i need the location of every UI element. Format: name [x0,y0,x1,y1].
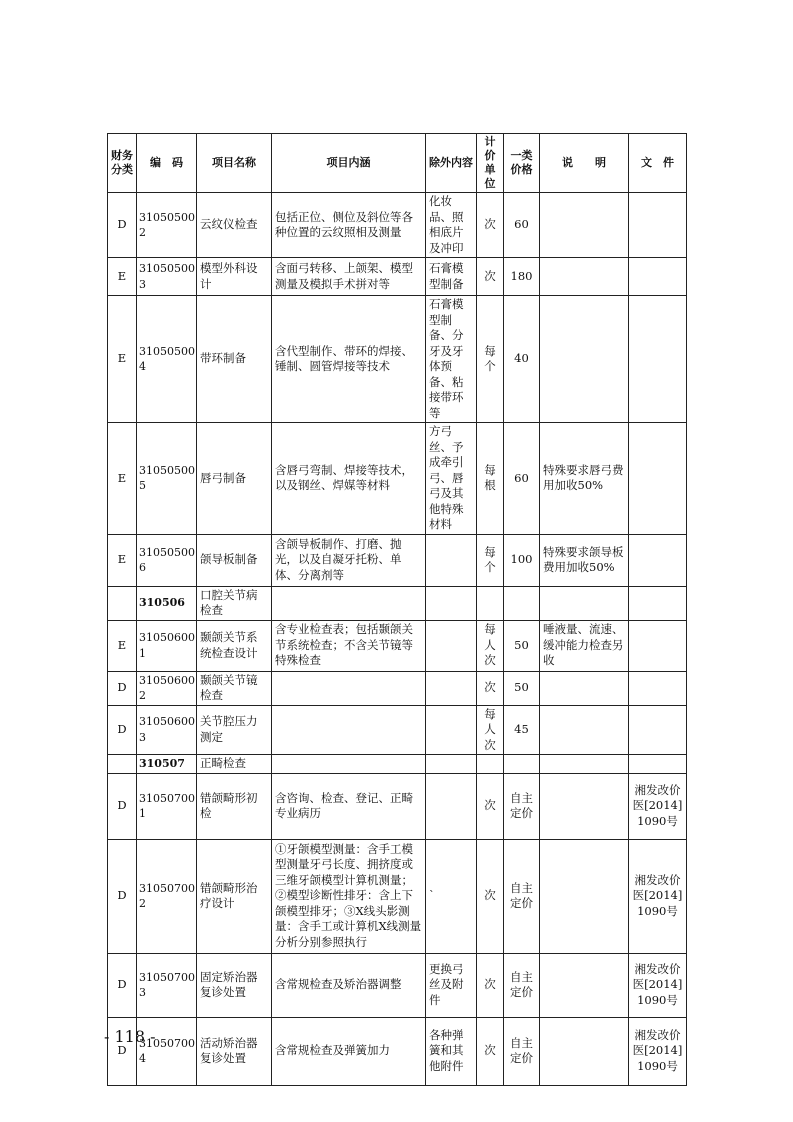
cell-content: 含常规检查及矫治器调整 [272,953,426,1017]
cell-category: D [108,193,137,258]
cell-content [272,586,426,620]
cell-note [540,705,629,755]
cell-note: 唾液量、流速、缓冲能力检查另收 [540,620,629,671]
cell-name: 带环制备 [197,296,272,423]
header-unit: 计价单位 [477,134,504,193]
header-exclusion: 除外内容 [426,134,477,193]
cell-note: 特殊要求唇弓费用加收50% [540,423,629,535]
cell-category: E [108,423,137,535]
cell-price: 自主定价 [504,839,540,953]
cell-content [272,705,426,755]
cell-note [540,953,629,1017]
table-row [108,953,687,1017]
cell-price: 50 [504,620,540,671]
cell-exclusion: 石膏模型制备 [426,258,477,296]
cell-note [540,586,629,620]
cell-unit: 每人次 [477,620,504,671]
cell-category: D [108,953,137,1017]
header-price: 一类价格 [504,134,540,193]
cell-name: 关节腔压力测定 [197,705,272,755]
cell-document: 湘发改价医[2014]1090号 [629,773,687,839]
cell-note [540,1017,629,1085]
cell-content [272,671,426,705]
cell-code: 310506001 [137,620,197,671]
cell-name: 云纹仪检查 [197,193,272,258]
header-document: 文 件 [629,134,687,193]
cell-name: 颞颌关节镜检查 [197,671,272,705]
table-row [108,773,687,839]
table-row [108,534,687,586]
cell-price: 60 [504,423,540,535]
cell-exclusion [426,534,477,586]
cell-name: 活动矫治器复诊处置 [197,1017,272,1085]
cell-code: 310507002 [137,839,197,953]
cell-document [629,586,687,620]
cell-code: 310505006 [137,534,197,586]
cell-content: 含唇弓弯制、焊接等技术，以及钢丝、焊媒等材料 [272,423,426,535]
cell-document [629,296,687,423]
cell-content: 含代型制作、带环的焊接、锤制、圆管焊接等技术 [272,296,426,423]
cell-price: 自主定价 [504,1017,540,1085]
cell-exclusion [426,620,477,671]
cell-code: 310506003 [137,705,197,755]
cell-code: 310505003 [137,258,197,296]
cell-category: D [108,773,137,839]
table-row [108,839,687,953]
fee-schedule-table [107,133,687,1086]
header-content: 项目内涵 [272,134,426,193]
table-row-section [108,586,687,620]
cell-name: 口腔关节病检查 [197,586,272,620]
table-row-section [108,755,687,774]
cell-unit: 次 [477,193,504,258]
cell-code: 310505002 [137,193,197,258]
page-number: - 118 - [104,1027,156,1046]
header-name: 项目名称 [197,134,272,193]
cell-name: 错颌畸形治疗设计 [197,839,272,953]
cell-content: ①牙颌模型测量：含手工模型测量牙弓长度、拥挤度或三维牙颌模型计算机测量；②模型诊断性排牙：含上下颌模型排牙；③X线头影测量：含手工或计算机X线测量分析分别参照执行 [272,839,426,953]
table-row [108,705,687,755]
cell-price: 180 [504,258,540,296]
cell-name: 固定矫治器复诊处置 [197,953,272,1017]
cell-exclusion [426,586,477,620]
cell-category: E [108,296,137,423]
cell-unit: 次 [477,953,504,1017]
cell-document [629,705,687,755]
cell-content: 包括正位、侧位及斜位等各种位置的云纹照相及测量 [272,193,426,258]
cell-category: E [108,534,137,586]
table-row [108,296,687,423]
cell-category: D [108,839,137,953]
header-category: 财务分类 [108,134,137,193]
cell-exclusion: 各种弹簧和其他附件 [426,1017,477,1085]
cell-category: D [108,671,137,705]
cell-note [540,773,629,839]
cell-category: D [108,1017,137,1085]
cell-exclusion [426,705,477,755]
cell-unit: 每个 [477,534,504,586]
cell-name: 颌导板制备 [197,534,272,586]
cell-document [629,620,687,671]
cell-exclusion: 化妆品、照相底片及冲印 [426,193,477,258]
cell-category [108,755,137,774]
cell-name: 正畸检查 [197,755,272,774]
cell-document [629,671,687,705]
cell-category: E [108,620,137,671]
cell-price [504,755,540,774]
cell-unit: 次 [477,258,504,296]
cell-unit: 次 [477,671,504,705]
cell-content: 含专业检查表；包括颞颌关节系统检查；不含关节镜等特殊检查 [272,620,426,671]
cell-name: 错颌畸形初检 [197,773,272,839]
cell-document [629,534,687,586]
cell-unit: 每人次 [477,705,504,755]
cell-exclusion: 方弓丝、予成牵引弓、唇弓及其他特殊材料 [426,423,477,535]
cell-code: 310507003 [137,953,197,1017]
cell-unit [477,586,504,620]
table-row [108,193,687,258]
cell-price: 100 [504,534,540,586]
cell-price: 自主定价 [504,773,540,839]
cell-note [540,839,629,953]
cell-document: 湘发改价医[2014]1090号 [629,839,687,953]
cell-exclusion [426,755,477,774]
cell-unit: 每根 [477,423,504,535]
table-header-row [108,134,687,193]
cell-content: 含咨询、检查、登记、正畸专业病历 [272,773,426,839]
cell-price: 50 [504,671,540,705]
cell-code: 310507004 [137,1017,197,1085]
cell-code: 310506 [137,586,197,620]
cell-exclusion [426,773,477,839]
cell-note: 特殊要求颌导板费用加收50% [540,534,629,586]
cell-document [629,755,687,774]
cell-name: 模型外科设计 [197,258,272,296]
cell-document: 湘发改价医[2014]1090号 [629,953,687,1017]
cell-category: E [108,258,137,296]
cell-content: 含颌导板制作、打磨、抛光，以及自凝牙托粉、单体、分离剂等 [272,534,426,586]
cell-name: 颞颌关节系统检查设计 [197,620,272,671]
cell-content: 含面弓转移、上颌架、模型测量及模拟手术拼对等 [272,258,426,296]
cell-price: 40 [504,296,540,423]
cell-code: 310506002 [137,671,197,705]
cell-price [504,586,540,620]
table-row [108,620,687,671]
cell-note [540,193,629,258]
table-row [108,671,687,705]
header-code: 编 码 [137,134,197,193]
cell-document [629,193,687,258]
header-note: 说 明 [540,134,629,193]
cell-document [629,258,687,296]
cell-exclusion: ` [426,839,477,953]
cell-content [272,755,426,774]
cell-note [540,755,629,774]
cell-note [540,258,629,296]
cell-code: 310507001 [137,773,197,839]
cell-exclusion: 更换弓丝及附件 [426,953,477,1017]
cell-code: 310505005 [137,423,197,535]
cell-price: 45 [504,705,540,755]
cell-exclusion: 石膏模型制备、分牙及牙体预备、粘接带环等 [426,296,477,423]
cell-note [540,296,629,423]
cell-name: 唇弓制备 [197,423,272,535]
cell-code: 310507 [137,755,197,774]
cell-content: 含常规检查及弹簧加力 [272,1017,426,1085]
cell-price: 自主定价 [504,953,540,1017]
cell-document: 湘发改价医[2014]1090号 [629,1017,687,1085]
cell-unit: 次 [477,773,504,839]
cell-note [540,671,629,705]
cell-unit [477,755,504,774]
cell-price: 60 [504,193,540,258]
cell-category [108,586,137,620]
table-row [108,423,687,535]
cell-exclusion [426,671,477,705]
cell-document [629,423,687,535]
table-row [108,1017,687,1085]
cell-unit: 次 [477,1017,504,1085]
table-row [108,258,687,296]
cell-unit: 每个 [477,296,504,423]
cell-unit: 次 [477,839,504,953]
cell-category: D [108,705,137,755]
cell-code: 310505004 [137,296,197,423]
